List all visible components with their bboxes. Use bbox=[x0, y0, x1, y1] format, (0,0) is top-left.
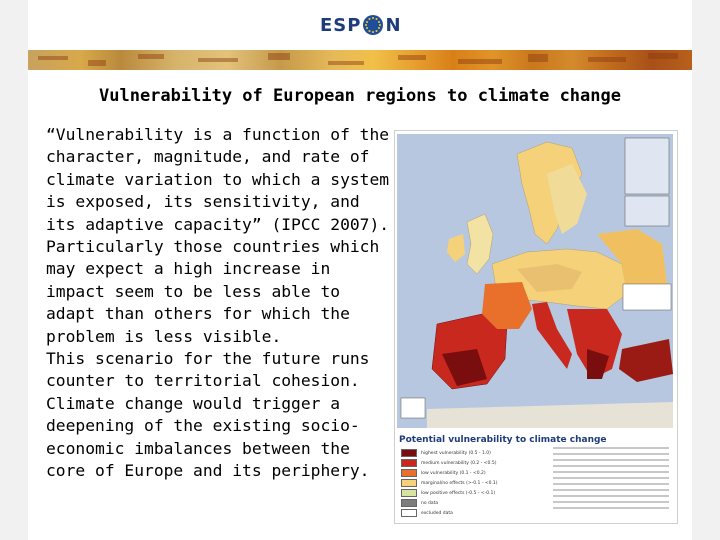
paragraph-definition: “Vulnerability is a function of the character, magnitude, and rate of climate variation to which a system is exposed, its sensitivity, and its adaptive capacity” (IPCC 2007). bbox=[46, 125, 390, 234]
legend-swatch bbox=[401, 479, 417, 487]
legend-label: medium vulnerability (0.2 - <0.5) bbox=[421, 460, 497, 466]
paragraph-scenario: This scenario for the future runs counter to territorial cohesion. bbox=[46, 349, 370, 391]
legend-item bbox=[401, 479, 498, 487]
legend-swatch bbox=[401, 459, 417, 467]
legend-swatch bbox=[401, 489, 417, 497]
right-margin-band bbox=[692, 0, 720, 540]
map-legend bbox=[397, 431, 673, 521]
logo-text-left: ESP bbox=[320, 14, 362, 36]
europe-map bbox=[397, 134, 673, 428]
legend-swatch bbox=[401, 449, 417, 457]
legend-item bbox=[401, 469, 486, 477]
legend-notes bbox=[553, 447, 669, 513]
legend-item bbox=[401, 509, 453, 517]
legend-item bbox=[401, 489, 495, 497]
legend-item bbox=[401, 499, 438, 507]
vulnerability-map-figure bbox=[394, 130, 678, 524]
legend-label: no data bbox=[421, 500, 439, 506]
left-margin-band bbox=[0, 0, 28, 540]
legend-item bbox=[401, 449, 491, 457]
paragraph-countries: Particularly those countries which may expect a high increase in impact seem to be less able to adapt than others for which the problem is less visible. bbox=[46, 237, 380, 346]
legend-swatch bbox=[401, 499, 417, 507]
decorative-banner-stripe bbox=[28, 50, 692, 70]
body-text bbox=[46, 124, 391, 483]
espon-logo bbox=[320, 8, 402, 42]
slide-title: Vulnerability of European regions to climate change bbox=[99, 86, 621, 106]
legend-label: highest vulnerability (0.5 - 1.0) bbox=[421, 450, 491, 456]
globe-icon bbox=[363, 15, 383, 35]
legend-item bbox=[401, 459, 496, 467]
legend-label: marginal/no effects (>-0.1 - <0.1) bbox=[421, 480, 498, 486]
paragraph-imbalances: Climate change would trigger a deepening of the existing socio-economic imbalances between the core of Europe and its periphery. bbox=[46, 393, 370, 481]
legend-swatch bbox=[401, 509, 417, 517]
legend-title: Potential vulnerability to climate change bbox=[399, 435, 607, 445]
legend-swatch bbox=[401, 469, 417, 477]
legend-label: low positive effects (-0.5 - <-0.1) bbox=[421, 490, 496, 496]
legend-label: excluded data bbox=[421, 510, 453, 516]
logo-text-right: N bbox=[385, 14, 402, 36]
legend-label: low vulnerability (0.1 - <0.2) bbox=[421, 470, 486, 476]
